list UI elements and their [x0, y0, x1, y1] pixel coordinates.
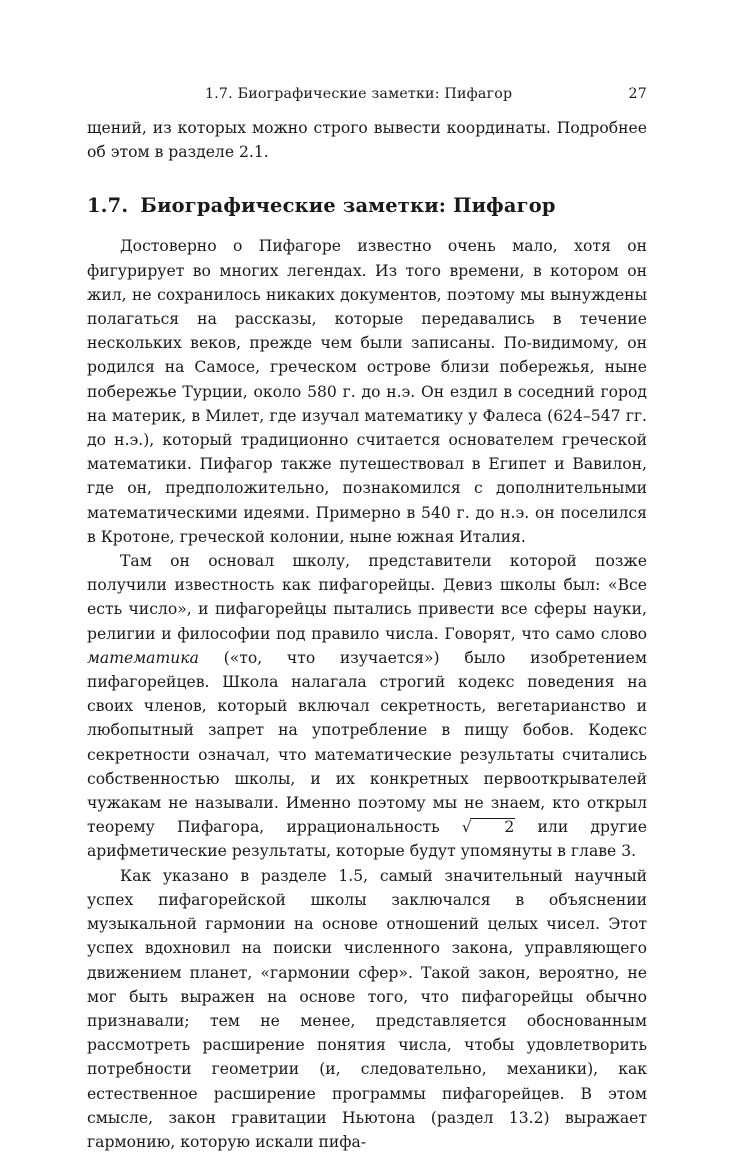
running-header-title: 1.7. Биографические заметки: Пифагор	[205, 86, 513, 102]
book-page	[87, 0, 647, 1151]
page-number: 27	[628, 86, 647, 102]
section-number: 1.7.	[87, 194, 129, 218]
page-body	[87, 116, 647, 1154]
paragraph-2	[87, 549, 647, 864]
radicand: 2	[470, 818, 515, 835]
emphasized-term: математика	[87, 648, 199, 667]
section-title-text: Биографические заметки: Пифагор	[140, 194, 556, 218]
section-heading	[87, 193, 647, 219]
paragraph-2-part-c: или другие арифметические результаты, которые будут упомянуты в главе 3.	[87, 818, 647, 861]
running-header	[87, 84, 647, 104]
paragraph-3: Как указано в разделе 1.5, самый значительный научный успех пифагорейской школы заключался в объяснении музыкальной гармонии на основе отношений целых чисел. Этот успех вдохновил на поиски численного закона, управляющего движением планет, «гармонии сфер». Такой закон, вероятно, не мог быть выражен на основе того, что пифагорейцы обычно признавали; тем не менее, представляется обоснованным рассмотреть расширение понятия числа, чтобы удовлетворить потребности геометрии (и, следовательно, механики), как естественное расширение программы пифагорейцев. В этом смысле, закон гравитации Ньютона (раздел 13.2) выражает гармонию, которую искали пифа-	[87, 866, 647, 1151]
paragraph-2-part-b: («то, что изучается») было изобретением пифагорейцев. Школа налагала строгий кодекс поведения на своих членов, который включал секретность, вегетарианство и любопытный запрет на употребление в пищу бобов. Кодекс секретности означал, что математические результаты считались собственностью школы, и их конкретных первооткрывателей чужакам не называли. Именно поэтому мы не знаем, кто открыл теорему Пифагора, иррациональность	[87, 648, 647, 837]
paragraph-1: Достоверно о Пифагоре известно очень мало, хотя он фигурирует во многих легендах. Из того времени, в котором он жил, не сохранилось никаких документов, поэтому мы вынуждены полагаться на рассказы, которые передавались в течение нескольких веков, прежде чем были записаны. По-видимому, он родился на Самосе, греческом острове близи побережья, ныне побережье Турции, около 580 г. до н.э. Он ездил в соседний город на материк, в Милет, где изучал математику у Фалеса (624–547 гг. до н.э.), который традиционно считается основателем греческой математики. Пифагор также путешествовал в Египет и Вавилон, где он, предположительно, познакомился с дополнительными математическими идеями. Примерно в 540 г. до н.э. он поселился в Кротоне, греческой колонии, ныне южная Италия.	[87, 237, 647, 546]
paragraph-2-part-a: Там он основал школу, представители которой позже получили известность как пифагорейцы. Девиз школы был: «Все есть число», и пифагорейцы пытались привести все сферы науки, религии и философии под правило числа. Говорят, что само слово	[87, 552, 647, 643]
square-root-expression	[462, 818, 515, 836]
radical-sign: √	[461, 818, 472, 837]
continued-paragraph: щений, из которых можно строго вывести координаты. Подробнее об этом в разделе 2.1.	[87, 119, 647, 162]
